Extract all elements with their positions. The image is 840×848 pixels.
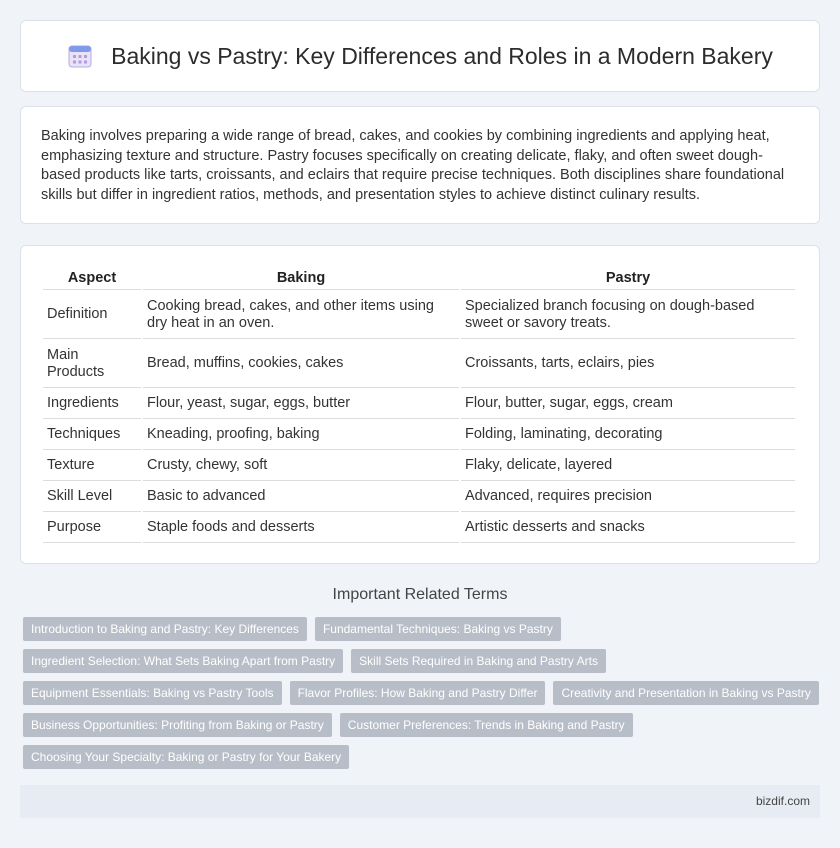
related-term-link[interactable]: Skill Sets Required in Baking and Pastry Arts: [351, 649, 606, 673]
related-term-link[interactable]: Equipment Essentials: Baking vs Pastry Tools: [23, 681, 282, 705]
related-term-link[interactable]: Customer Preferences: Trends in Baking and Pastry: [340, 713, 633, 737]
intro-text: Baking involves preparing a wide range of bread, cakes, and cookies by combining ingredients and applying heat, emphasizing texture and structure. Pastry focuses specifically on creating delicate, flaky, and often sweet dough-based products like tarts, croissants, and eclairs that require precise techniques. Both disciplines share foundational skills but differ in ingredient ratios, methods, and presentation styles to achieve distinct culinary results.: [41, 128, 785, 203]
table-row: [43, 452, 795, 481]
footer-site-link[interactable]: bizdif.com: [755, 794, 810, 808]
table-row: [43, 483, 795, 512]
table-row: [43, 292, 795, 339]
related-terms-list: [23, 617, 823, 777]
table-cell: Flaky, delicate, layered: [461, 452, 795, 481]
related-term-link[interactable]: Creativity and Presentation in Baking vs Pastry: [553, 681, 818, 705]
related-term-link[interactable]: Ingredient Selection: What Sets Baking Apart from Pastry: [23, 649, 343, 673]
table-cell: Advanced, requires precision: [461, 483, 795, 512]
header-baking: Baking: [143, 268, 459, 290]
table-cell: Skill Level: [43, 483, 141, 512]
related-term-link[interactable]: Choosing Your Specialty: Baking or Pastry for Your Bakery: [23, 745, 349, 769]
table-cell: Specialized branch focusing on dough-based sweet or savory treats.: [461, 292, 795, 339]
header-aspect: Aspect: [43, 268, 141, 290]
header-pastry: Pastry: [461, 268, 795, 290]
table-cell: Staple foods and desserts: [143, 514, 459, 543]
table-row: [43, 421, 795, 450]
related-term-link[interactable]: Fundamental Techniques: Baking vs Pastry: [315, 617, 561, 641]
intro-card: [20, 106, 820, 224]
table-cell: Artistic desserts and snacks: [461, 514, 795, 543]
table-cell: Main Products: [43, 341, 141, 388]
title-card: [20, 20, 820, 92]
comparison-table: [41, 266, 797, 545]
table-cell: Flour, butter, sugar, eggs, cream: [461, 390, 795, 419]
table-cell: Techniques: [43, 421, 141, 450]
table-cell: Flour, yeast, sugar, eggs, butter: [143, 390, 459, 419]
table-cell: Purpose: [43, 514, 141, 543]
related-term-link[interactable]: Flavor Profiles: How Baking and Pastry Differ: [290, 681, 546, 705]
calendar-icon: [67, 43, 93, 69]
related-term-link[interactable]: Business Opportunities: Profiting from Baking or Pastry: [23, 713, 332, 737]
table-cell: Cooking bread, cakes, and other items using dry heat in an oven.: [143, 292, 459, 339]
table-cell: Crusty, chewy, soft: [143, 452, 459, 481]
table-cell: Definition: [43, 292, 141, 339]
related-terms-title: Important Related Terms: [332, 586, 508, 603]
page-title: Baking vs Pastry: Key Differences and Roles in a Modern Bakery: [111, 42, 773, 69]
table-row: [43, 341, 795, 388]
table-row: [43, 390, 795, 419]
comparison-table-card: [20, 245, 820, 564]
table-row: [43, 514, 795, 543]
footer: [20, 785, 820, 818]
table-cell: Ingredients: [43, 390, 141, 419]
table-cell: Texture: [43, 452, 141, 481]
table-cell: Basic to advanced: [143, 483, 459, 512]
table-cell: Bread, muffins, cookies, cakes: [143, 341, 459, 388]
table-cell: Folding, laminating, decorating: [461, 421, 795, 450]
table-cell: Kneading, proofing, baking: [143, 421, 459, 450]
related-term-link[interactable]: Introduction to Baking and Pastry: Key Differences: [23, 617, 307, 641]
table-cell: Croissants, tarts, eclairs, pies: [461, 341, 795, 388]
